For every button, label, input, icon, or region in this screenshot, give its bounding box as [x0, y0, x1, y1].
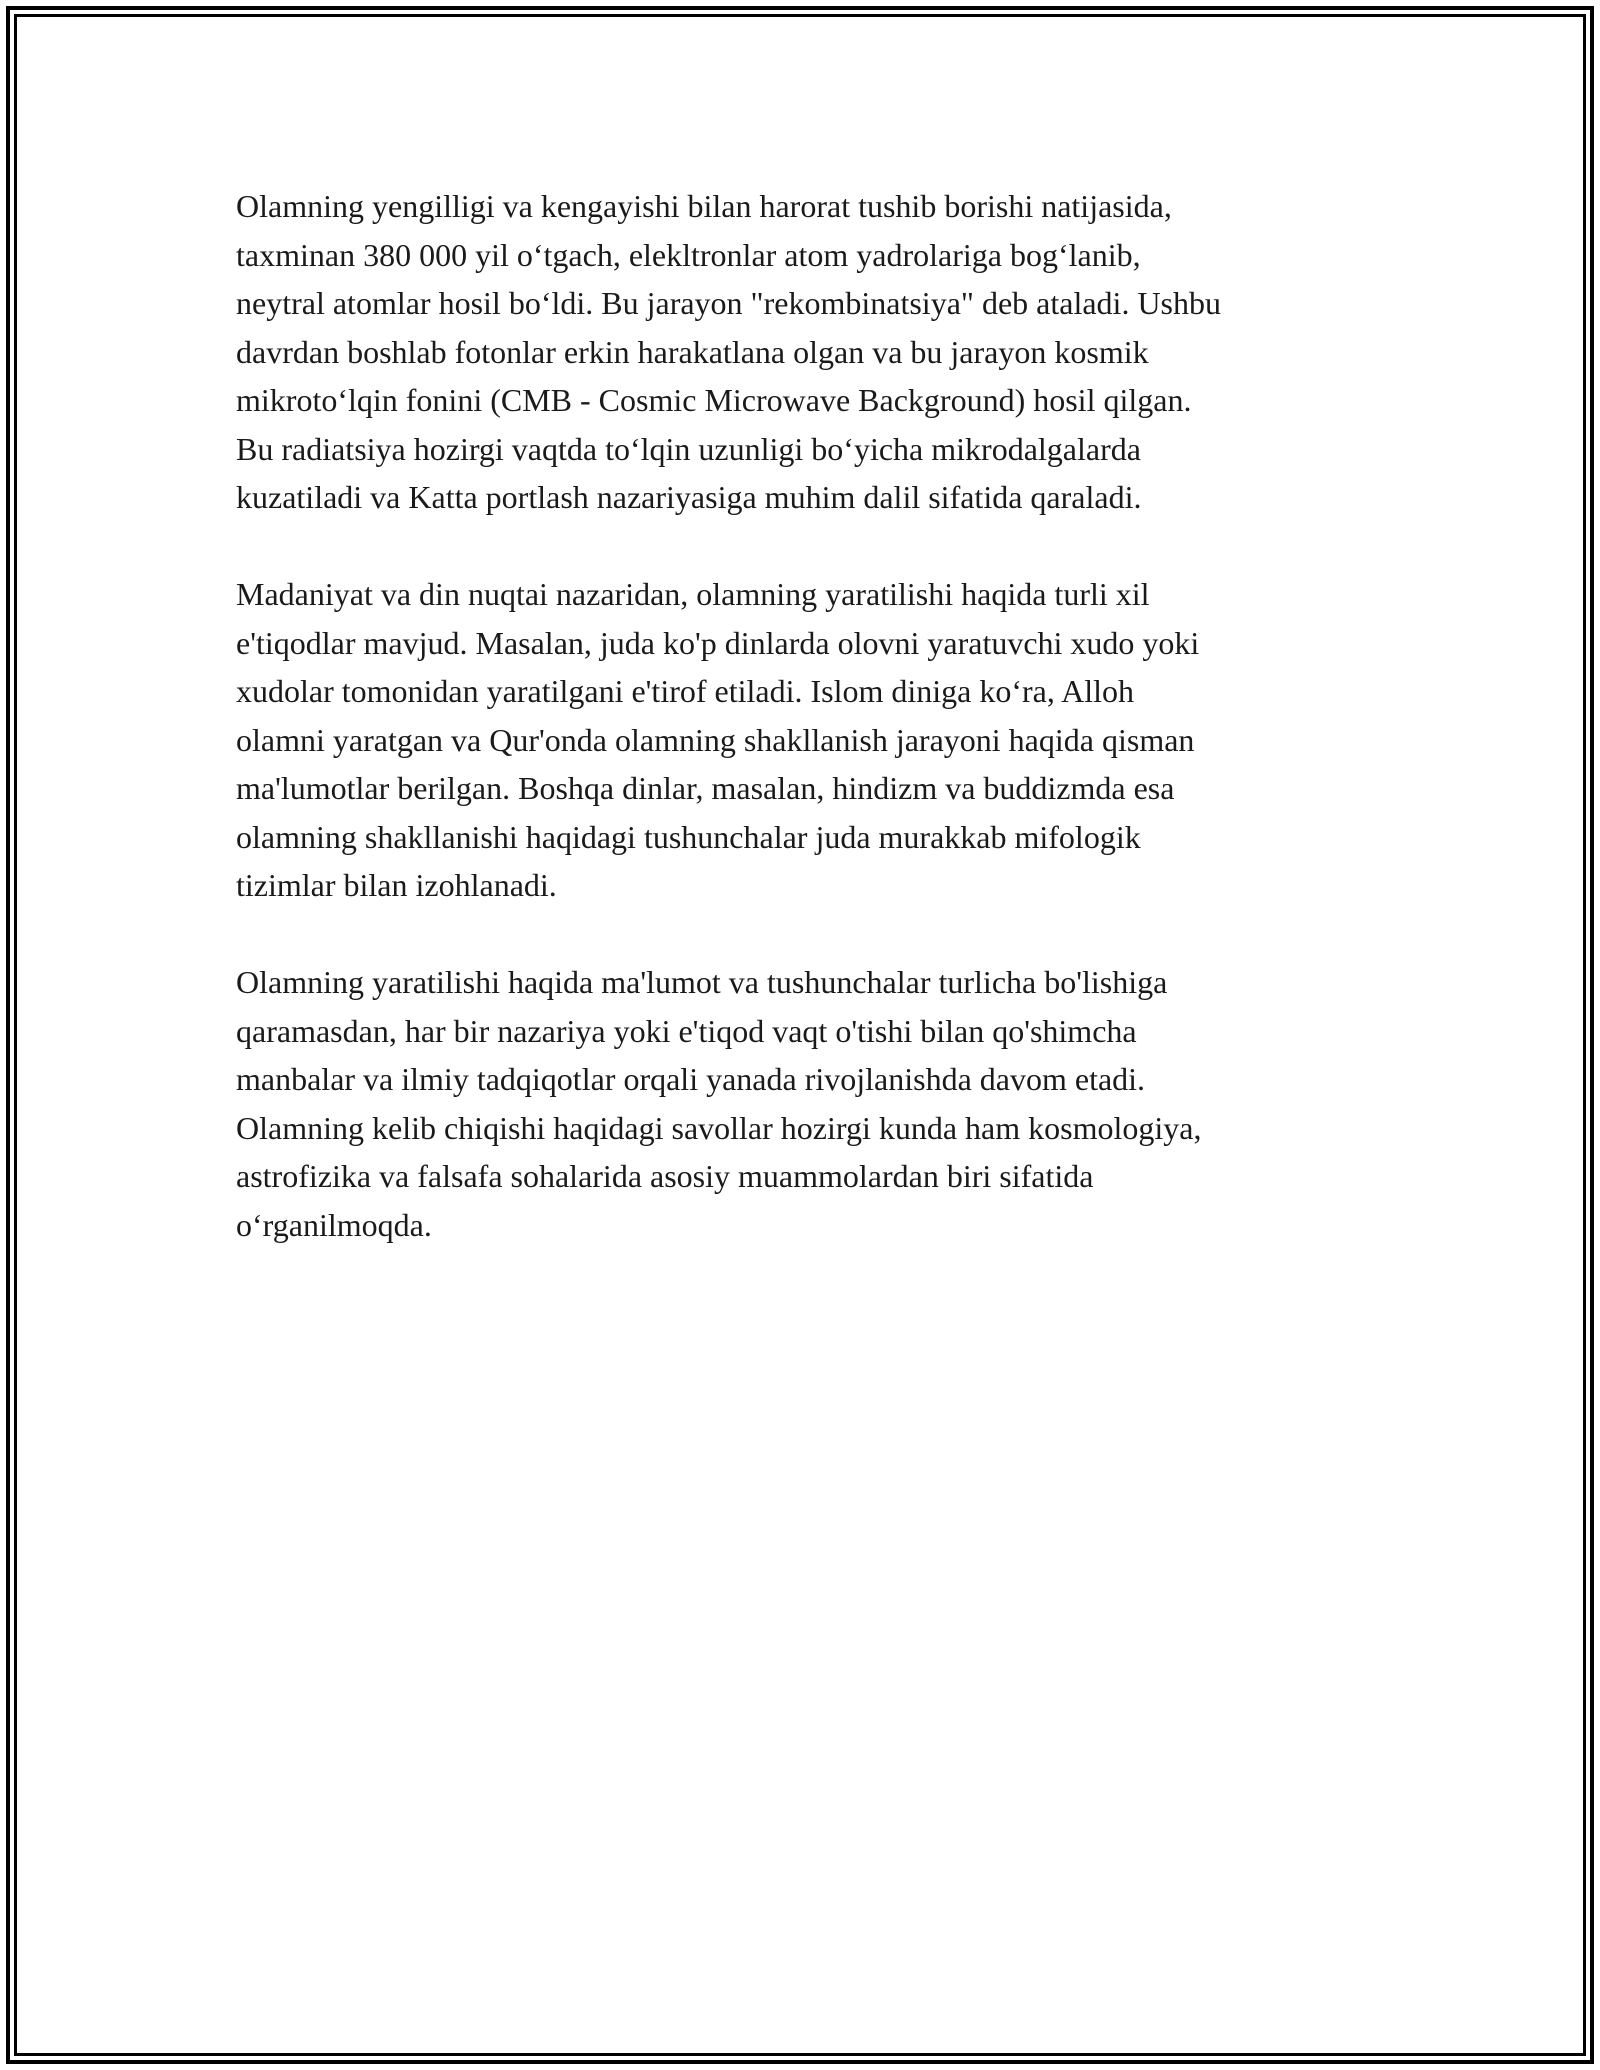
text-line: Madaniyat va din nuqtai nazaridan, olamning yaratilishi haqida turli xil — [236, 576, 1150, 612]
text-line: kuzatiladi va Katta portlash nazariyasiga muhim dalil sifatida qaraladi. — [236, 479, 1142, 515]
text-line: oʻrganilmoqda. — [236, 1206, 432, 1243]
text-line: e'tiqodlar mavjud. Masalan, juda ko'p dinlarda olovni yaratuvchi xudo yoki — [236, 624, 1200, 661]
paragraph-2 — [236, 570, 1386, 910]
text-line: Bu radiatsiya hozirgi vaqtda toʻlqin uzunligi boʻyicha mikrodalgalarda — [236, 430, 1141, 467]
text-line: Olamning kelib chiqishi haqidagi savollar hozirgi kunda ham kosmologiya, — [236, 1109, 1202, 1146]
text-line: xudolar tomonidan yaratilgani e'tirof etiladi. Islom diniga koʻra, Alloh — [236, 673, 1134, 709]
text-line: manbalar va ilmiy tadqiqotlar orqali yanada rivojlanishda davom etadi. — [236, 1061, 1146, 1097]
text-line: tizimlar bilan izohlanadi. — [236, 867, 557, 903]
document-body — [236, 182, 1386, 1298]
paragraph-1 — [236, 182, 1386, 522]
text-line: ma'lumotlar berilgan. Boshqa dinlar, masalan, hindizm va buddizmda esa — [236, 770, 1175, 806]
text-line: mikrotoʻlqin fonini (CMB - Cosmic Microwave Background) hosil qilgan. — [236, 382, 1192, 418]
text-line: olamning shakllanishi haqidagi tushunchalar juda murakkab mifologik — [236, 818, 1141, 855]
text-line: Olamning yengilligi va kengayishi bilan harorat tushib borishi natijasida, — [236, 188, 1172, 224]
text-line: astrofizika va falsafa sohalarida asosiy muammolardan biri sifatida — [236, 1158, 1094, 1194]
text-line: neytral atomlar hosil boʻldi. Bu jarayon "rekombinatsiya" deb ataladi. Ushbu — [236, 285, 1221, 321]
text-line: davrdan boshlab fotonlar erkin harakatlana olgan va bu jarayon kosmik — [236, 333, 1149, 370]
paragraph-3 — [236, 958, 1386, 1249]
text-line: Olamning yaratilishi haqida ma'lumot va tushunchalar turlicha bo'lishiga — [236, 964, 1168, 1000]
text-line: qaramasdan, har bir nazariya yoki e'tiqod vaqt o'tishi bilan qo'shimcha — [236, 1012, 1137, 1049]
text-line: olamni yaratgan va Qur'onda olamning shakllanish jarayoni haqida qisman — [236, 721, 1195, 758]
text-line: taxminan 380 000 yil oʻtgach, elekltronlar atom yadrolariga bogʻlanib, — [236, 236, 1141, 273]
